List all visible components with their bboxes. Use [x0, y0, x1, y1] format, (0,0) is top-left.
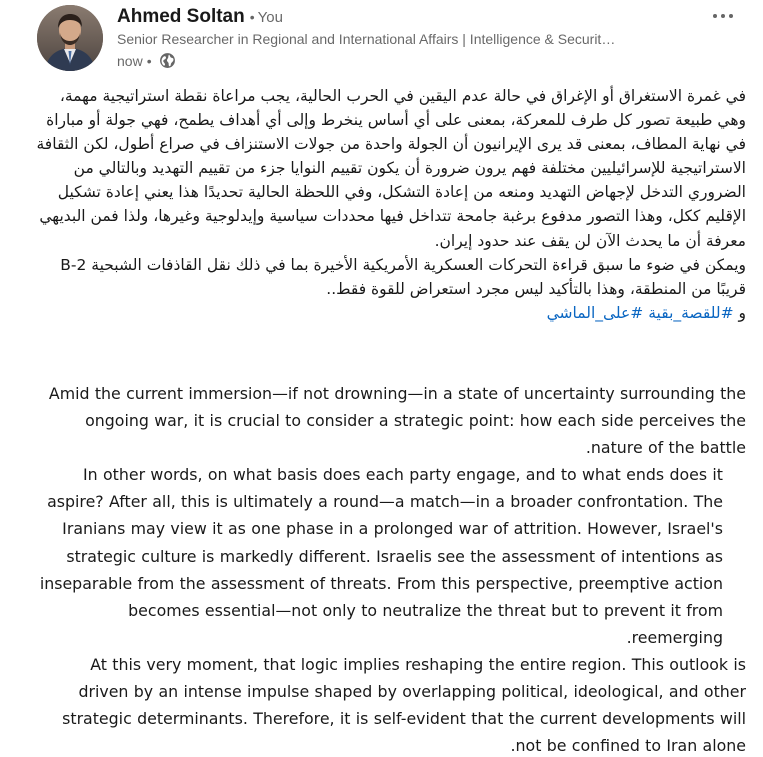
post-body-english [36, 380, 746, 757]
separator-dot: • [249, 9, 255, 25]
you-badge: You [257, 9, 283, 26]
english-paragraph-2: In other words, on what basis does each party engage, and to what ends does it aspire? After all, this is ultimately a round—a match—in a broader confrontation. The Iranians may view it as one phase in a prolonged war of attrition. However, Israel's strategic culture is markedly different. Israelis see the assessment of intentions as inseparable from the assessment of threats. From this perspective, preemptive action becomes essential—not only to neutralize the threat but to prevent it from reemerging. [39, 465, 723, 647]
post-timestamp: now [117, 52, 143, 69]
meta-separator-dot: • [146, 52, 152, 69]
author-avatar[interactable] [37, 5, 103, 71]
more-options-button[interactable] [708, 6, 738, 26]
hashtag-link[interactable]: #للقصة_بقية [648, 303, 734, 322]
post-body-arabic [36, 84, 746, 325]
author-headline: Senior Researcher in Regional and International Affairs | Intelligence & Securit… [117, 31, 616, 47]
english-paragraph-3: At this very moment, that logic implies reshaping the entire region. This outlook is driven by an intense impulse shaped by overlapping political, ideological, and other strategic determinants. Therefore, it is self-evident that the current developments will not be confined to Iran alone. [62, 654, 746, 756]
globe-icon [159, 52, 176, 69]
english-paragraph-1: Amid the current immersion—if not drowning—in a state of uncertainty surrounding the ongoing war, it is crucial to consider a strategic point: how each side perceives the nature of the battle. [48, 384, 746, 458]
profile-photo [37, 5, 103, 71]
arabic-paragraph-2: ويمكن في ضوء ما سبق قراءة التحركات العسكرية الأمريكية الأخيرة بما في ذلك نقل القاذفات الشبحية B-2 قريبًا من المنطقة، وهذا بالتأكيد ليس مجرد استعراض للقوة فقط.. [60, 255, 746, 298]
arabic-conjunction: و [738, 303, 746, 322]
arabic-paragraph-1: في غمرة الاستغراق أو الإغراق في حالة عدم اليقين في الحرب الحالية، يجب مراعاة نقطة استراتيجية مهمة، وهي طبيعة تصور كل طرف للمعركة، بمعنى على أي أساس ينخرط وإلى أي أهداف يطمح، فهي جولة أو مباراة في نهاية المطاف، بمعنى قد يرى الإيرانيون أن الجولة واحدة من جولات الاستنزاف في صراع أطول، لكن الثقافة الاستراتيجية للإسرائيليين مختلفة فهم يرون ضرورة أن يكون تقييم النوايا جزء من تقييم التهديد وبالتالي من الضروري التدخل لإجهاض التهديد ومنعه من إعادة التشكل، وفي اللحظة الحالية تحديدًا هذا يعني إعادة تشكيل الإقليم ككل، وهذا التصور مدفوع برغبة جامحة تتداخل فيها محددات سياسية وإيدلوجية وغيرها، ولذا فمن البديهي معرفة أن ما يحدث الآن لن يقف عند حدود إيران. [36, 87, 746, 250]
post-meta [117, 52, 176, 69]
author-name[interactable]: Ahmed Soltan [117, 6, 245, 27]
more-horizontal-icon [711, 12, 735, 20]
author-name-row [117, 6, 283, 28]
hashtag-link[interactable]: #على_الماشي [546, 303, 644, 322]
arabic-hashtags-line [36, 301, 746, 325]
